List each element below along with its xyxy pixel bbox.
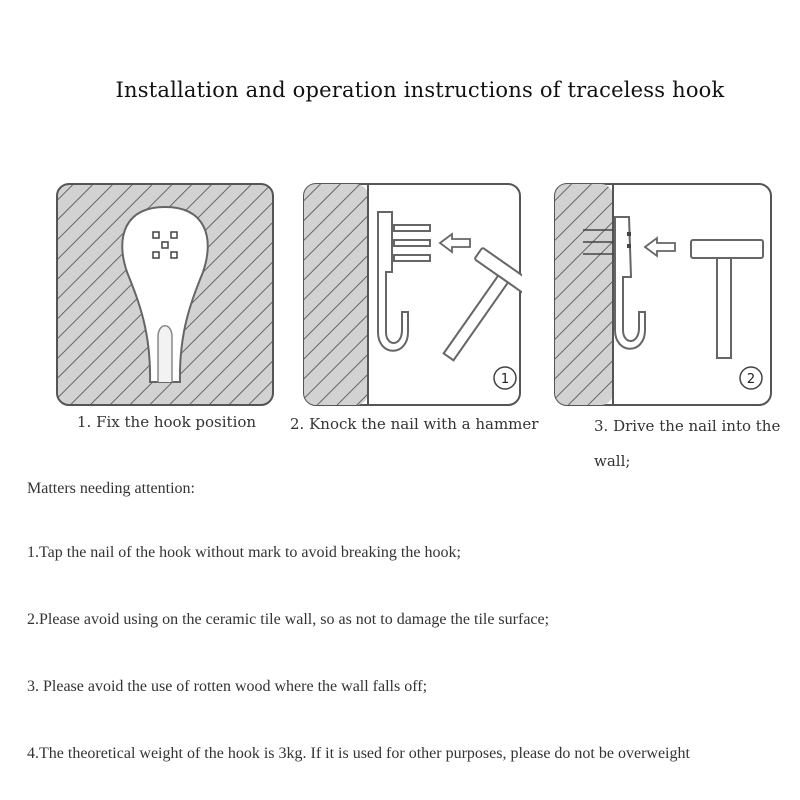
step-2-badge: 1	[500, 372, 510, 387]
notes-title: Matters needing attention:	[27, 480, 195, 497]
note-item: 3. Please avoid the use of rotten wood where the wall falls off;	[27, 678, 428, 695]
note-item: 4.The theoretical weight of the hook is 3kg. If it is used for other purposes, please do not be overweight	[27, 745, 690, 762]
page-title: Installation and operation instructions of traceless hook	[115, 78, 725, 102]
step-3-badge: 2	[746, 372, 756, 387]
step-1-caption: 1. Fix the hook position	[77, 413, 257, 431]
step-2-illustration	[302, 182, 522, 407]
note-item: 2.Please avoid using on the ceramic tile wall, so as not to damage the tile surface;	[27, 611, 550, 628]
note-item: 1.Tap the nail of the hook without mark to avoid breaking the hook;	[27, 544, 461, 561]
step-1-illustration	[55, 182, 275, 407]
step-3-illustration	[553, 182, 773, 407]
step-3-caption: 3. Drive the nail into the wall;	[594, 417, 781, 470]
step-2-caption: 2. Knock the nail with a hammer	[290, 415, 539, 433]
